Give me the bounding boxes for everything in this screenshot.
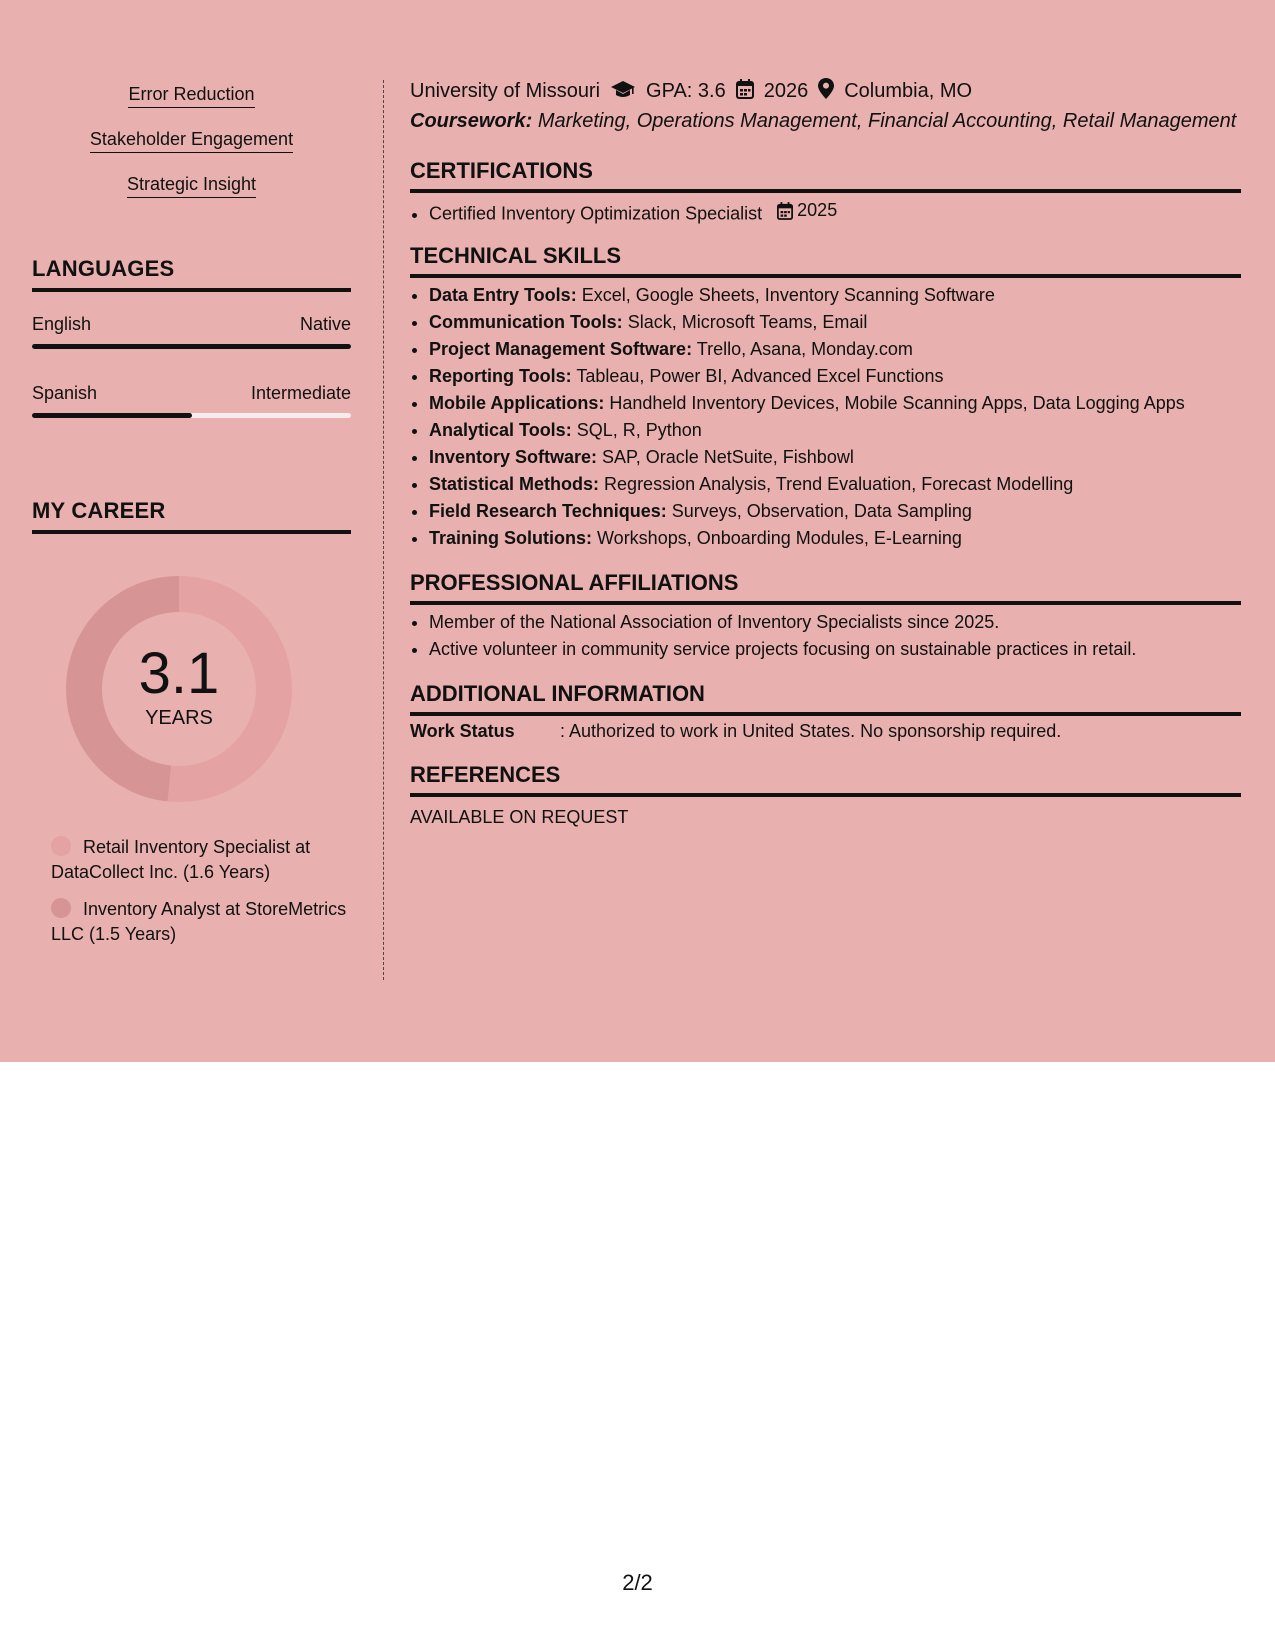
language-row-spanish <box>32 383 351 404</box>
language-level: Intermediate <box>250 383 351 403</box>
skill-label: Reporting Tools: <box>429 366 572 386</box>
coursework-line <box>410 110 1236 133</box>
graduation-cap-icon <box>610 79 636 105</box>
language-name: Spanish <box>32 383 98 403</box>
career-heading: MY CAREER <box>32 498 351 534</box>
language-bar-fill <box>32 413 192 418</box>
legend-text: Inventory Analyst at StoreMetrics LLC (1.5 Years) <box>51 899 347 944</box>
career-unit: YEARS <box>145 706 213 729</box>
donut-center <box>66 576 292 802</box>
certification-name: Certified Inventory Optimization Specialist <box>429 203 763 224</box>
page-number: 2/2 <box>622 1570 653 1595</box>
work-status-value: : Authorized to work in United States. No sponsorship required. <box>560 721 1062 741</box>
skill-tag: Stakeholder Engagement <box>90 129 293 153</box>
certifications-list <box>410 197 1241 228</box>
list-item <box>429 498 1241 525</box>
coursework-label: Coursework: <box>410 110 533 132</box>
list-item <box>429 309 1241 336</box>
language-level: Native <box>299 314 351 334</box>
work-status-label: Work Status <box>410 721 515 741</box>
list-item <box>429 336 1241 363</box>
language-name: English <box>32 314 92 334</box>
skill-tags <box>32 84 351 219</box>
skill-label: Statistical Methods: <box>429 474 600 494</box>
list-item <box>429 197 1241 228</box>
skill-value: Trello, Asana, Monday.com <box>696 339 913 359</box>
list-item <box>429 363 1241 390</box>
gpa: GPA: 3.6 <box>646 80 726 102</box>
list-item <box>429 390 1241 417</box>
location-pin-icon <box>818 78 834 105</box>
languages-heading: LANGUAGES <box>32 256 351 292</box>
affiliations-heading: PROFESSIONAL AFFILIATIONS <box>410 570 1241 605</box>
graduation-year: 2026 <box>763 80 809 102</box>
skill-label: Field Research Techniques: <box>429 501 667 521</box>
language-bar-fill <box>32 344 351 349</box>
legend-text: Retail Inventory Specialist at DataCollect Inc. (1.6 Years) <box>51 837 311 882</box>
skill-label: Mobile Applications: <box>429 393 605 413</box>
school-name: University of Missouri <box>410 80 601 102</box>
skill-value: Workshops, Onboarding Modules, E-Learning <box>597 528 962 548</box>
certifications-heading: CERTIFICATIONS <box>410 158 1241 193</box>
coursework-list: Marketing, Operations Management, Financial Accounting, Retail Management <box>537 110 1237 132</box>
legend-dot <box>51 898 71 918</box>
list-item <box>429 417 1241 444</box>
skill-tag: Error Reduction <box>128 84 254 108</box>
affiliations-list <box>410 609 1241 663</box>
column-divider <box>383 80 384 980</box>
list-item <box>429 471 1241 498</box>
skill-value: Regression Analysis, Trend Evaluation, Forecast Modelling <box>604 474 1074 494</box>
legend-dot <box>51 836 71 856</box>
list-item <box>429 444 1241 471</box>
skill-value: SAP, Oracle NetSuite, Fishbowl <box>602 447 854 467</box>
skill-value: Slack, Microsoft Teams, Email <box>627 312 868 332</box>
skill-label: Project Management Software: <box>429 339 693 359</box>
skill-value: Tableau, Power BI, Advanced Excel Functions <box>576 366 944 386</box>
career-legend-item <box>51 835 351 885</box>
skill-label: Analytical Tools: <box>429 420 572 440</box>
calendar-icon <box>736 79 754 105</box>
skill-label: Data Entry Tools: <box>429 285 577 305</box>
language-bar-english <box>32 344 351 349</box>
references-text: AVAILABLE ON REQUEST <box>410 807 629 827</box>
career-legend-item <box>51 897 351 947</box>
skill-value: SQL, R, Python <box>576 420 702 440</box>
skill-value: Surveys, Observation, Data Sampling <box>671 501 972 521</box>
career-donut-chart <box>66 576 292 802</box>
calendar-icon <box>777 202 793 220</box>
certification-year: 2025 <box>797 200 838 220</box>
skill-tag: Strategic Insight <box>127 174 256 198</box>
list-item: • Active volunteer in community service projects focusing on sustainable practices in retail. <box>429 636 1241 663</box>
career-total-years: 3.1 <box>138 640 220 706</box>
skill-value: Excel, Google Sheets, Inventory Scanning Software <box>581 285 995 305</box>
certification-date <box>777 197 837 224</box>
school-location: Columbia, MO <box>844 80 973 102</box>
additional-info-heading: ADDITIONAL INFORMATION <box>410 681 1241 716</box>
technical-skills-list <box>410 282 1241 552</box>
work-status-row <box>410 721 1061 742</box>
skill-label: Communication Tools: <box>429 312 623 332</box>
list-item: • Member of the National Association of Inventory Specialists since 2025. <box>429 609 1241 636</box>
education-line <box>410 78 972 105</box>
list-item <box>429 525 1241 552</box>
language-row-english <box>32 314 351 335</box>
list-item <box>429 282 1241 309</box>
skill-value: Handheld Inventory Devices, Mobile Scanning Apps, Data Logging Apps <box>609 393 1185 413</box>
skill-label: Inventory Software: <box>429 447 598 467</box>
skill-label: Training Solutions: <box>429 528 592 548</box>
language-bar-spanish <box>32 413 351 418</box>
references-heading: REFERENCES <box>410 762 1241 797</box>
technical-skills-heading: TECHNICAL SKILLS <box>410 243 1241 278</box>
